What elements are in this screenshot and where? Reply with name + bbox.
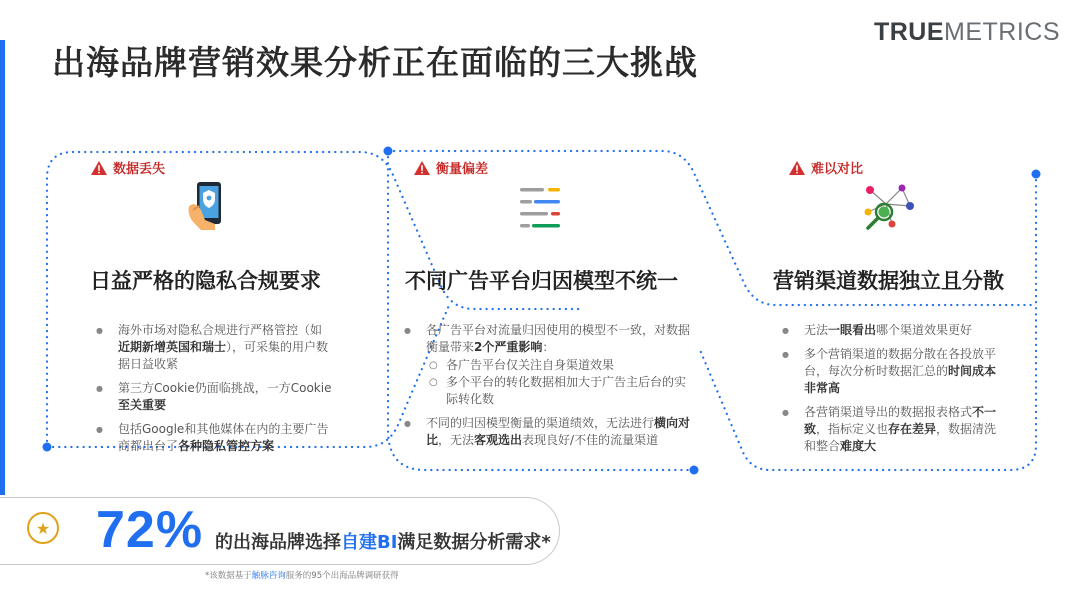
- attribution-bars-icon: [518, 186, 564, 236]
- data-network-icon: [862, 182, 916, 238]
- brand-logo: TRUEMETRICS: [873, 18, 1060, 46]
- warning-icon: [414, 161, 430, 175]
- warning-label-data-loss: 数据丢失: [91, 158, 165, 177]
- bullet-list-channels: [804, 322, 1004, 462]
- warning-icon: [91, 161, 107, 175]
- warning-label-hard-to-compare: 难以对比: [789, 158, 863, 177]
- sub-list: [426, 357, 692, 408]
- footnote: *该数据基于触脉咨询服务的95个出海品牌调研获得: [205, 571, 399, 581]
- list-item: ● 多个营销渠道的数据分散在各投放平台，每次分析时数据汇总的时间成本非常高: [804, 346, 1004, 397]
- bullet-list-privacy: [118, 322, 333, 462]
- column-heading-channels: 营销渠道数据独立且分散: [773, 269, 1004, 293]
- list-item: ● 海外市场对隐私合规进行严格管控（如近期新增英国和瑞士），可采集的用户数据日益收紧: [118, 322, 333, 373]
- list-item: ● 包括Google和其他媒体在内的主要广告商都出台了各种隐私管控方案: [118, 421, 333, 455]
- list-item: ● 不同的归因模型衡量的渠道绩效，无法进行横向对比，无法客观选出表现良好/不佳的流量渠道: [426, 415, 692, 449]
- stat-description: 的出海品牌选择自建BI满足数据分析需求*: [215, 532, 551, 553]
- sub-list-item: ○ 多个平台的转化数据相加大于广告主后台的实际转化数: [426, 374, 692, 408]
- column-heading-privacy: 日益严格的隐私合规要求: [90, 269, 321, 293]
- list-item: ● 无法一眼看出哪个渠道效果更好: [804, 322, 1004, 339]
- sub-list-item: ○ 各广告平台仅关注自身渠道效果: [426, 357, 692, 374]
- page-title: 出海品牌营销效果分析正在面临的三大挑战: [52, 43, 698, 82]
- star-icon: ★: [27, 512, 59, 544]
- warning-icon: [789, 161, 805, 175]
- phone-privacy-icon: [185, 180, 231, 236]
- column-heading-attribution: 不同广告平台归因模型不统一: [405, 269, 678, 293]
- bullet-list-attribution: [426, 322, 692, 456]
- list-item: ● 各营销渠道导出的数据报表格式不一致，指标定义也存在差异，数据清洗和整合难度大: [804, 404, 1004, 455]
- stat-number: 72%: [96, 501, 204, 559]
- list-item: ● 第三方Cookie仍面临挑战，一方Cookie至关重要: [118, 380, 333, 414]
- list-item: ● 各广告平台对流量归因使用的模型不一致，对数据衡量带来2个严重影响： ○ 各广告平台仅关注自身渠道效果 ○ 多个平台的转化数据相加大于广告主后台的实际转化数: [426, 322, 692, 408]
- warning-label-measurement-bias: 衡量偏差: [414, 158, 488, 177]
